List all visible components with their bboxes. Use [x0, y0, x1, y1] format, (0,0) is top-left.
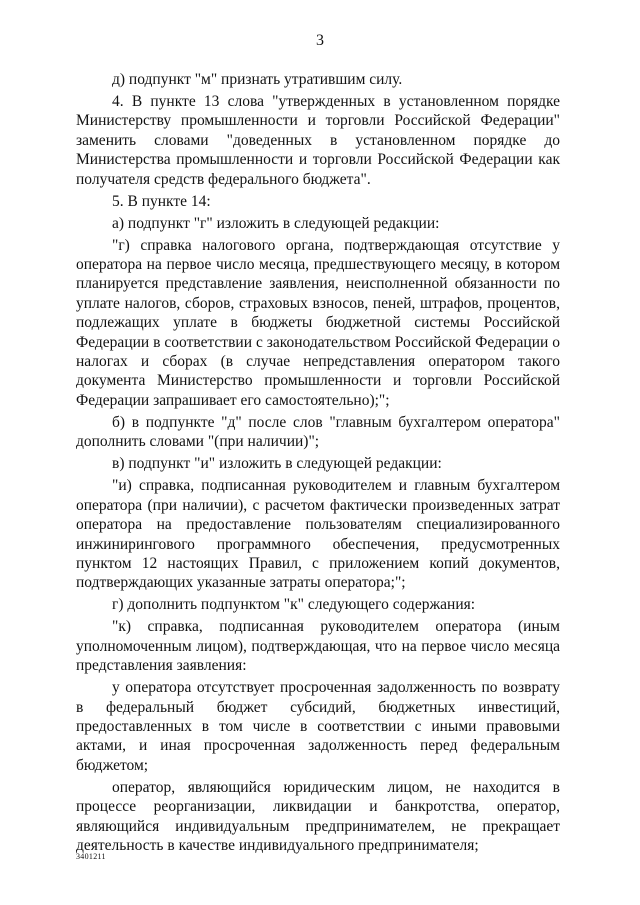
paragraph: б) в подпункте "д" после слов "главным бухгалтером оператора" дополнить словами "(при наличии)";	[76, 413, 560, 451]
paragraph: 4. В пункте 13 слова "утвержденных в установленном порядке Министерству промышленности и торговли Российской Федерации" заменить словами "доведенных в установленном порядке до Министерства промышленности и торговли Российской Федерации как получателя средств федерального бюджета".	[76, 93, 560, 188]
paragraph: у оператора отсутствует просроченная задолженность по возврату в федеральный бюджет субсидий, бюджетных инвестиций, предоставленных в том числе в соответствии с иными правовыми актами, и иная просроченная задолженность перед федеральным бюджетом;	[76, 679, 560, 774]
paragraph: д) подпункт "м" признать утратившим силу.	[112, 71, 403, 88]
paragraph: в) подпункт "и" изложить в следующей редакции:	[112, 455, 442, 473]
paragraph: а) подпункт "г" изложить в следующей редакции:	[112, 214, 440, 232]
paragraph: 5. В пункте 14:	[112, 192, 211, 210]
page-number: 3	[316, 32, 324, 49]
paragraph: "и) справка, подписанная руководителем и главным бухгалтером оператора (при наличии), с расчетом фактически произведенных затрат оператора на предоставление пользователям специализированного инжинирингового программного обеспечения, предусмотренных пунктом 12 настоящих Правил, с приложением копий документов, подтверждающих указанные затраты оператора;";	[76, 477, 560, 592]
paragraph: "г) справка налогового органа, подтверждающая отсутствие у оператора на первое число месяца, предшествующего месяцу, в котором планируется представление заявления, неисполненной обязанности по уплате налогов, сборов, страховых взносов, пеней, штрафов, процентов, подлежащих уплате в бюджеты бюджетной системы Российской Федерации в соответствии с законодательством Российской Федерации о налогах и сборах (в случае непредставления оператором такого документа Министерство промышленности и торговли Российской Федерации запрашивает его самостоятельно);";	[76, 236, 560, 409]
document-body	[76, 70, 560, 858]
paragraph: оператор, являющийся юридическим лицом, не находится в процессе реорганизации, ликвидации и банкротства, оператор, являющийся индивидуальным предпринимателем, не прекращает деятельность в качестве индивидуального предпринимателя;	[76, 778, 560, 854]
paragraph: г) дополнить подпунктом "к" следующего содержания:	[112, 596, 476, 614]
paragraph: "к) справка, подписанная руководителем оператора (иным уполномоченным лицом), подтверждающая, что на первое число месяца представления заявления:	[76, 618, 560, 675]
footer-code: 3401211	[76, 852, 106, 861]
